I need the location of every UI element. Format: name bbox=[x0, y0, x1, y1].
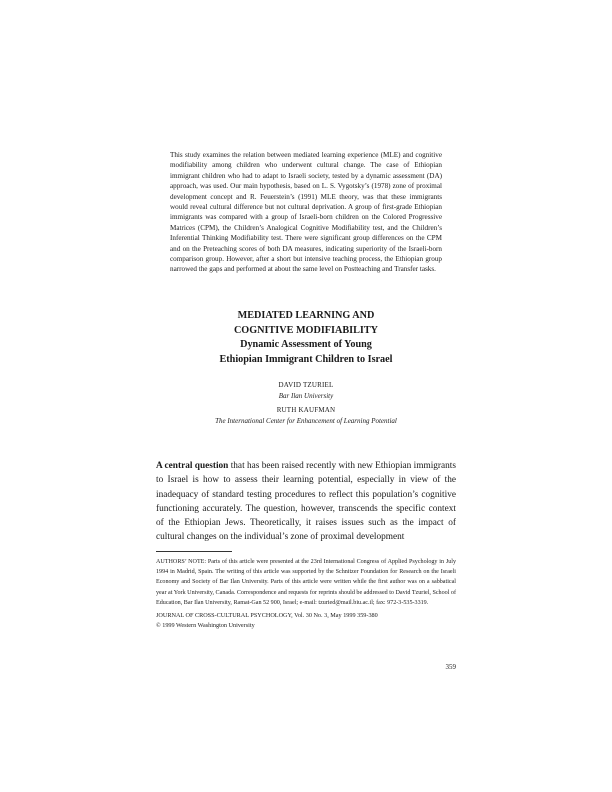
subtitle-line-1: Dynamic Assessment of Young bbox=[240, 339, 372, 351]
author-name: DAVID TZURIEL bbox=[278, 381, 334, 389]
title-line-1: MEDIATED LEARNING AND bbox=[237, 310, 375, 321]
abstract: This study examines the relation between mediated learning experience (MLE) and cognitive modifiability among children who underwent cultural change. The case of Ethiopian immigrant children who had to adapt to Israeli society, tested by a dynamic assessment (DA) approach, was used. Our main hypothesis, based on L. S. Vygotsky’s (1978) zone of proximal development concept and R. Feuerstein’s (1991) MLE theory, was that these immigrants would reveal cultural difference but not cultural deprivation. A group of first-grade Ethiopian immigrants was compared with a group of Israeli-born children on the Colored Progressive Matrices (CPM), the Children’s Analogical Cognitive Modifiability test, and the Children’s Inferential Thinking Modifiability test. There were significant group differences on the CPM and on the Preteaching scores of both DA measures, indicating superiority of the Israeli-born comparison group. However, after a short but intensive teaching process, the Ethiopian group narrowed the gaps and performed at about the same level on Postteaching and Transfer tasks. bbox=[170, 151, 442, 274]
title-line-2: COGNITIVE MODIFIABILITY bbox=[233, 324, 379, 336]
journal-citation: JOURNAL OF CROSS-CULTURAL PSYCHOLOGY, Vol. 30 No. 3, May 1999 359-380 bbox=[156, 612, 378, 619]
copyright-line: © 1999 Western Washington University bbox=[156, 622, 255, 630]
page-number: 359 bbox=[445, 663, 456, 671]
journal-info bbox=[156, 611, 456, 632]
authors-note: AUTHORS’ NOTE: Parts of this article were presented at the 23rd International Congress of Applied Psychology in July 1994 in Madrid, Spain. The writing of this article was supported by the Schnitzer Foundation for Research on the Israeli Economy and Society of Bar Ilan University. Parts of this article were written while the first author was on a sabbatical year at York University, Canada. Correspondence and requests for reprints should be addressed to David Tzuriel, School of Education, Bar Ilan University, Ramat-Gan 52 900, Israel; e-mail: tzuried@mail.biu.ac.il; fax: 972-3-535-3319. bbox=[156, 559, 456, 606]
article-title bbox=[160, 309, 452, 367]
author-affiliation: Bar Ilan University bbox=[278, 391, 334, 400]
author-name: RUTH KAUFMAN bbox=[276, 406, 336, 415]
subtitle-line-2: Ethiopian Immigrant Children to Israel bbox=[219, 353, 393, 365]
author-affiliation: The International Center for Enhancement of Learning Potential bbox=[215, 416, 397, 425]
body-text: that has been raised recently with new Ethiopian immigrants to Israel is how to assess their learning potential, especially in view of the inadequacy of standard testing procedures to reflect this population’s cognitive functioning accurately. The question, however, transcends the specific context of the Ethiopian Jews. Theoretically, it raises issues such as the impact of cultural changes on the individual’s zone of proximal development bbox=[156, 461, 457, 543]
body-lead-in: A central question bbox=[156, 461, 229, 471]
author-block bbox=[160, 380, 452, 426]
footnote-divider bbox=[156, 551, 232, 552]
body-paragraph bbox=[156, 459, 456, 545]
